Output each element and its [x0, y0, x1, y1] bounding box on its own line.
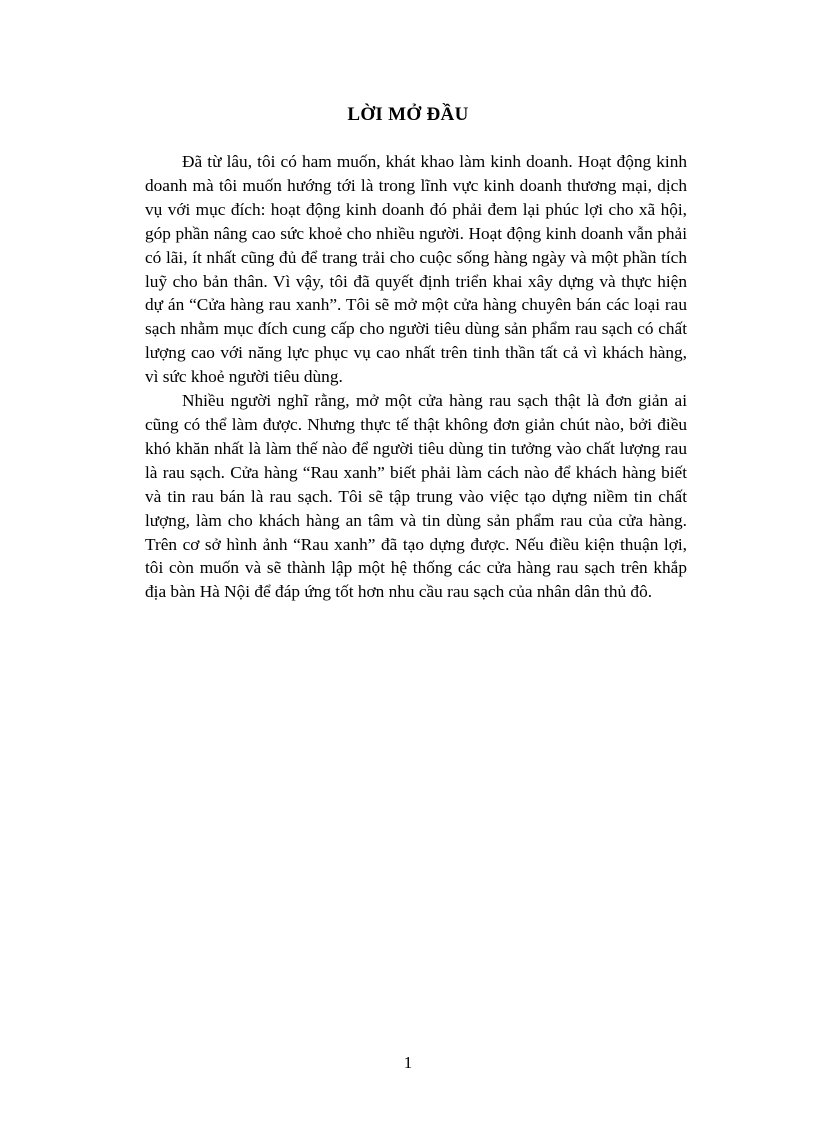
page-title: LỜI MỞ ĐẦU	[347, 104, 469, 125]
paragraph-2: Nhiều người nghĩ rằng, mở một cửa hàng rau sạch thật là đơn giản ai cũng có thể làm được. Nhưng thực tế thật không đơn giản chút nào, bởi điều khó khăn nhất là làm thế nào để người tiêu dùng tin tưởng vào chất lượng rau là rau sạch. Cửa hàng “Rau xanh” biết phải làm cách nào để khách hàng biết và tin rau bán là rau sạch. Tôi sẽ tập trung vào việc tạo dựng niềm tin chất lượng, làm cho khách hàng an tâm và tin dùng sản phẩm rau của cửa hàng. Trên cơ sở hình ảnh “Rau xanh” đã tạo dựng được. Nếu điều kiện thuận lợi, tôi còn muốn và sẽ thành lập một hệ thống các cửa hàng rau sạch trên khắp địa bàn Hà Nội để đáp ứng tốt hơn nhu cầu rau sạch của nhân dân thủ đô.	[145, 391, 687, 602]
body-text	[145, 150, 687, 604]
paragraph-1: Đã từ lâu, tôi có ham muốn, khát khao làm kinh doanh. Hoạt động kinh doanh mà tôi muốn hướng tới là trong lĩnh vực kinh doanh thương mại, dịch vụ với mục đích: hoạt động kinh doanh đó phải đem lại phúc lợi cho xã hội, góp phần nâng cao sức khoẻ cho nhiều người. Hoạt động kinh doanh vẫn phải có lãi, ít nhất cũng đủ để trang trải cho cuộc sống hàng ngày và một phần tích luỹ cho bản thân. Vì vậy, tôi đã quyết định triển khai xây dựng và thực hiện dự án “Cửa hàng rau xanh”. Tôi sẽ mở một cửa hàng chuyên bán các loại rau sạch nhằm mục đích cung cấp cho người tiêu dùng sản phẩm rau sạch có chất lượng cao với năng lực phục vụ cao nhất trên tinh thần tất cả vì khách hàng, vì sức khoẻ người tiêu dùng.	[145, 152, 687, 387]
page-number: 1	[403, 1053, 413, 1072]
